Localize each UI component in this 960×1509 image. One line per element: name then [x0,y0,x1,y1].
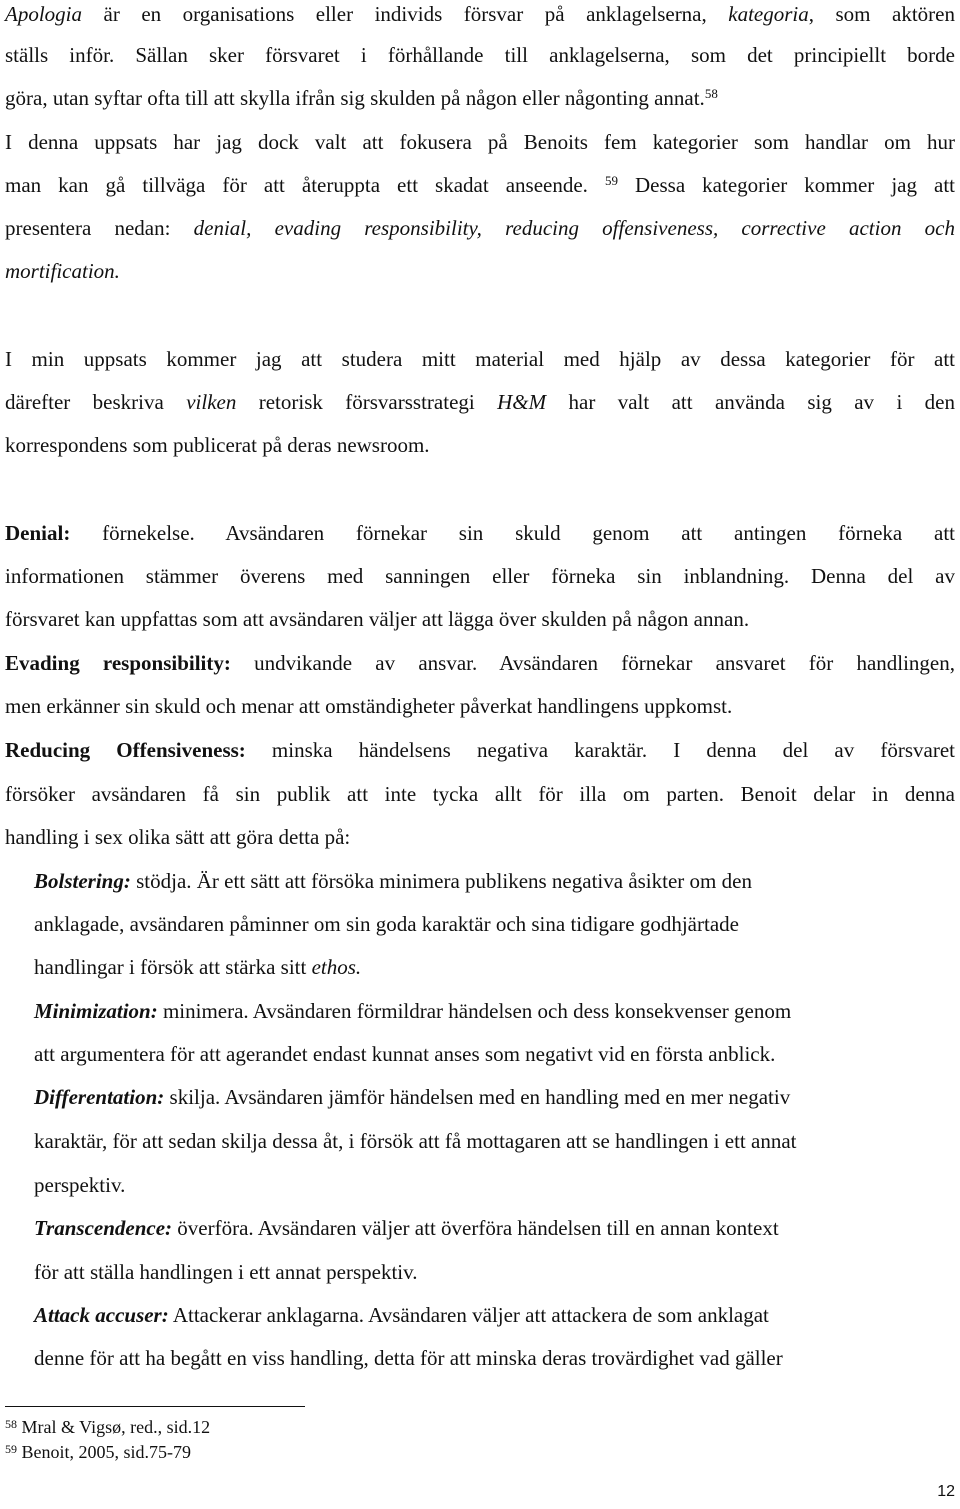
term-kategoria: kategoria [728,2,809,26]
brand-name: H&M [497,390,547,414]
text: minska händelsens negativa karaktär. I denna del av försvaret [245,738,955,762]
heading-evading-responsibility: Evading responsibility: [5,651,231,675]
heading-minimization: Minimization: [34,999,158,1023]
p1-line-7: mortification. [5,259,120,283]
heading-differentation: Differentation: [34,1085,165,1109]
heading-denial: Denial: [5,521,71,545]
p1-line-1 [5,0,955,28]
p3-line-3: försvaret kan uppfattas som att avsändaren väljer att lägga över skulden på någon annan. [5,607,750,631]
p3-line-7: försöker avsändaren få sin publik att inte tycka allt för illa om parten. Benoit delar in denna [5,782,955,806]
term-ethos: ethos. [311,955,362,979]
text: göra, utan syftar ofta till att skylla ifrån sig skulden på någon eller någonting annat. [5,86,705,110]
p3-line-4 [5,649,955,677]
p3-line-6 [5,736,955,764]
footnote-58 [5,1416,210,1438]
text: man kan gå tillväga för att återuppta ett skadat anseende. [5,173,588,197]
text: , som aktören [808,2,955,26]
p3-line-2: informationen stämmer överens med sanningen eller förneka sin inblandning. Denna del av [5,564,955,588]
p1-line-4: I denna uppsats har jag dock valt att fokusera på Benoits fem kategorier som handlar om hur [5,130,955,154]
text: retorisk försvarsstrategi [236,390,498,414]
text: Attackerar anklagarna. Avsändaren väljer att attackera de som anklagat [168,1303,769,1327]
p1-line-2: ställs inför. Sällan sker försvaret i förhållande till anklagelserna, som det principiellt borde [5,43,955,67]
footnote-separator [5,1406,305,1407]
p1-line-3 [5,84,955,112]
p3-line-8: handling i sex olika sätt att göra detta på: [5,825,351,849]
bolstering-line-2: anklagade, avsändaren påminner om sin goda karaktär och sina tidigare godhjärtade [34,912,739,936]
footnote-number: 59 [5,1442,17,1456]
text: vilken [186,390,237,414]
attack-accuser-line-1 [34,1301,954,1329]
minimization-line-1 [34,997,954,1025]
heading-attack-accuser: Attack accuser: [34,1303,169,1327]
differentation-line-1 [34,1083,954,1111]
heading-transcendence: Transcendence: [34,1216,173,1240]
text: har valt att använda sig av i den [546,390,955,414]
text: Dessa kategorier kommer jag att [617,173,955,197]
text: handlingar i försök att stärka sitt [34,955,312,979]
transcendence-line-2: för att ställa handlingen i ett annat perspektiv. [34,1260,418,1284]
p1-line-6 [5,214,955,242]
footnote-text: Benoit, 2005, sid.75-79 [17,1442,191,1462]
bolstering-line-1 [34,867,954,895]
differentation-line-2: karaktär, för att sedan skilja dessa åt, i försök att få mottagaren att se handlingen i ett annat [34,1129,797,1153]
minimization-line-2: att argumentera för att agerandet endast kunnat anses som negativt vid en första anblick. [34,1042,776,1066]
text: därefter beskriva [5,390,187,414]
text: förnekelse. Avsändaren förnekar sin skuld genom att antingen förneka att [70,521,955,545]
attack-accuser-line-2: denne för att ha begått en viss handling, detta för att minska deras trovärdighet vad gäller [34,1346,783,1370]
p2-line-2 [5,388,955,416]
p1-line-5 [5,171,955,199]
text: är en organisations eller individs försvar på anklagelserna, [82,2,729,26]
heading-bolstering: Bolstering: [34,869,131,893]
footnote-ref-58[interactable]: 58 [704,86,718,101]
p3-line-5: men erkänner sin skuld och menar att omständigheter påverkat handlingens uppkomst. [5,694,733,718]
text: undvikande av ansvar. Avsändaren förnekar ansvaret för handlingen, [230,651,956,675]
differentation-line-3: perspektiv. [34,1173,126,1197]
footnote-59 [5,1441,191,1463]
text: stödja. Är ett sätt att försöka minimera publikens negativa åsikter om den [130,869,752,893]
heading-reducing-offensiveness: Reducing Offensiveness: [5,738,246,762]
p2-line-1: I min uppsats kommer jag att studera mitt material med hjälp av dessa kategorier för att [5,347,955,371]
p3-line-1 [5,519,955,547]
term-apologia: Apologia [5,2,82,26]
p2-line-3: korrespondens som publicerat på deras newsroom. [5,433,430,457]
text: minimera. Avsändaren förmildrar händelsen och dess konsekvenser genom [157,999,792,1023]
bolstering-line-3 [34,953,954,981]
text: presentera nedan: [5,216,194,240]
text: skilja. Avsändaren jämför händelsen med en handling med en mer negativ [164,1085,791,1109]
footnote-number: 58 [5,1417,17,1431]
footnote-text: Mral & Vigsø, red., sid.12 [17,1417,211,1437]
footnote-ref-59[interactable]: 59 [604,173,618,188]
category-list: denial, evading responsibility, reducing offensiveness, corrective action och [193,216,955,240]
transcendence-line-1 [34,1214,954,1242]
page-number: 12 [937,1483,955,1500]
text: överföra. Avsändaren väljer att överföra händelsen till en annan kontext [172,1216,779,1240]
